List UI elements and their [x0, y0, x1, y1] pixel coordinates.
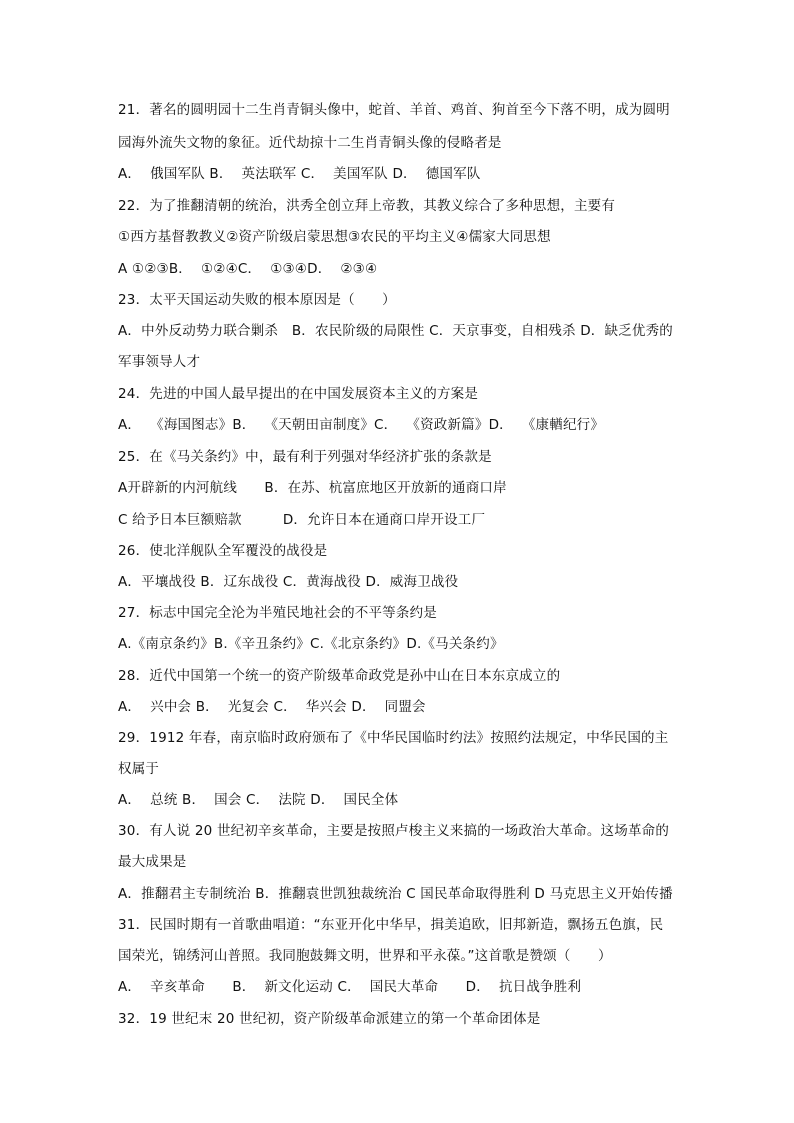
- q22-items: ①西方基督教教义②资产阶级启蒙思想③农民的平均主义④儒家大同思想: [118, 229, 551, 245]
- q28-options: A． 兴中会 B． 光复会 C． 华兴会 D． 同盟会: [118, 699, 426, 715]
- q29-options: A． 总统 B． 国会 C． 法院 D． 国民全体: [118, 792, 399, 808]
- q31-options: A． 辛亥革命 B． 新文化运动 C． 国民大革命 D． 抗日战争胜利: [118, 979, 582, 995]
- q23-options-line-1: A．中外反动势力联合剿杀 B．农民阶级的局限性 C．天京事变，自相残杀 D．缺乏优秀的: [118, 323, 673, 339]
- q27-options: A.《南京条约》B.《辛丑条约》C.《北京条约》D.《马关条约》: [118, 636, 504, 652]
- q30-stem-line-1: 30．有人说 20 世纪初辛亥革命，主要是按照卢梭主义来搞的一场政治大革命。这场革命的: [118, 823, 670, 839]
- q29-stem-line-1: 29．1912 年春，南京临时政府颁布了《中华民国临时约法》按照约法规定，中华民国的主: [118, 730, 669, 746]
- q25-stem: 25．在《马关条约》中，最有利于列强对华经济扩张的条款是: [118, 449, 492, 465]
- q30-options: A．推翻君主专制统治 B．推翻袁世凯独裁统治 C 国民革命取得胜利 D 马克思主义开始传播: [118, 886, 673, 902]
- q31-stem-line-1: 31．民国时期有一首歌曲唱道：“东亚开化中华早，揖美追欧，旧邦新造，飘扬五色旗，民: [118, 917, 664, 933]
- q21-options: A． 俄国军队 B． 英法联军 C． 美国军队 D． 德国军队: [118, 166, 481, 182]
- q31-stem-line-2: 国荣光，锦绣河山普照。我同胞鼓舞文明，世界和平永葆。”这首歌是赞颂（ ）: [118, 948, 612, 964]
- q32-stem: 32．19 世纪末 20 世纪初，资产阶级革命派建立的第一个革命团体是: [118, 1011, 541, 1027]
- q25-options-line-2: C 给予日本巨额赔款 D．允许日本在通商口岸开设工厂: [118, 512, 486, 528]
- q24-stem: 24．先进的中国人最早提出的在中国发展资本主义的方案是: [118, 386, 479, 402]
- q21-stem-line-1: 21．著名的圆明园十二生肖青铜头像中，蛇首、羊首、鸡首、狗首至今下落不明，成为圆明: [118, 102, 670, 118]
- q24-options: A． 《海国图志》B． 《天朝田亩制度》C． 《资政新篇》D． 《康輶纪行》: [118, 417, 605, 433]
- q26-stem: 26．使北洋舰队全军覆没的战役是: [118, 543, 328, 559]
- q29-stem-line-2: 权属于: [118, 761, 160, 777]
- q23-options-line-2: 军事领导人才: [118, 354, 201, 370]
- q22-stem: 22．为了推翻清朝的统治，洪秀全创立拜上帝教，其教义综合了多种思想，主要有: [118, 198, 616, 214]
- q21-stem-line-2: 园海外流失文物的象征。近代劫掠十二生肖青铜头像的侵略者是: [118, 135, 502, 151]
- q23-stem: 23．太平天国运动失败的根本原因是（ ）: [118, 292, 396, 308]
- q26-options: A．平壤战役 B．辽东战役 C．黄海战役 D．威海卫战役: [118, 574, 459, 590]
- q25-options-line-1: A开辟新的内河航线 B．在苏、杭富庶地区开放新的通商口岸: [118, 480, 507, 496]
- q28-stem: 28．近代中国第一个统一的资产阶级革命政党是孙中山在日本东京成立的: [118, 668, 561, 684]
- q22-options: A ①②③B． ①②④C． ①③④D． ②③④: [118, 261, 378, 277]
- q30-stem-line-2: 最大成果是: [118, 854, 187, 870]
- q27-stem: 27．标志中国完全沦为半殖民地社会的不平等条约是: [118, 605, 437, 621]
